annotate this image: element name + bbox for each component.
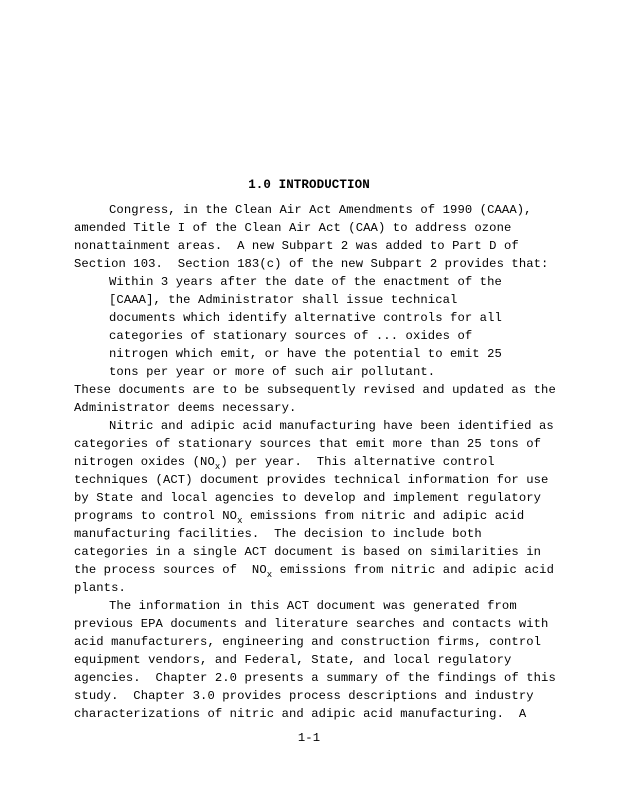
paragraph-line bbox=[74, 507, 524, 526]
paragraph-line: The information in this ACT document was generated from bbox=[109, 599, 517, 613]
paragraph-line: by State and local agencies to develop and implement regulatory bbox=[74, 491, 542, 505]
paragraph-line: techniques (ACT) document provides technical information for use bbox=[74, 473, 549, 487]
paragraph-line bbox=[74, 561, 554, 580]
paragraph-line: previous EPA documents and literature searches and contacts with bbox=[74, 617, 549, 631]
quote-line: nitrogen which emit, or have the potential to emit 25 bbox=[109, 347, 502, 361]
paragraph-line: Nitric and adipic acid manufacturing have been identified as bbox=[109, 419, 554, 433]
quote-line: [CAAA], the Administrator shall issue technical bbox=[109, 293, 458, 307]
subscript-x: x bbox=[237, 516, 243, 526]
subscript-x: x bbox=[266, 570, 273, 580]
paragraph-line: acid manufacturers, engineering and construction firms, control bbox=[74, 635, 542, 649]
paragraph-line: categories in a single ACT document is based on similarities in bbox=[74, 545, 542, 559]
paragraph-line: nonattainment areas. A new Subpart 2 was added to Part D of bbox=[74, 239, 519, 253]
text-run: emissions from nitric and adipic acid bbox=[242, 509, 525, 523]
paragraph-line: study. Chapter 3.0 provides process descriptions and industry bbox=[74, 689, 534, 703]
page-number: 1-1 bbox=[297, 731, 321, 745]
quote-line: documents which identify alternative controls for all bbox=[109, 311, 502, 325]
quote-line: tons per year or more of such air pollutant. bbox=[109, 365, 436, 379]
paragraph-line: These documents are to be subsequently revised and updated as the bbox=[74, 383, 556, 397]
text-run: the process sources of NO bbox=[74, 563, 267, 577]
paragraph-line: plants. bbox=[74, 581, 126, 595]
paragraph-line: equipment vendors, and Federal, State, and local regulatory bbox=[74, 653, 512, 667]
paragraph-line: categories of stationary sources that emit more than 25 tons of bbox=[74, 437, 542, 451]
text-run: ) per year. This alternative control bbox=[220, 455, 495, 469]
quote-line: Within 3 years after the date of the enactment of the bbox=[109, 275, 502, 289]
paragraph-line: characterizations of nitric and adipic acid manufacturing. A bbox=[74, 707, 527, 721]
subscript-x: x bbox=[214, 462, 221, 472]
paragraph-line: amended Title I of the Clean Air Act (CAA) to address ozone bbox=[74, 221, 512, 235]
paragraph-line bbox=[74, 453, 495, 472]
text-run: nitrogen oxides (NO bbox=[74, 455, 215, 469]
paragraph-line: manufacturing facilities. The decision to include both bbox=[74, 527, 482, 541]
paragraph-line: agencies. Chapter 2.0 presents a summary of the findings of this bbox=[74, 671, 556, 685]
text-run: programs to control NO bbox=[74, 509, 238, 523]
paragraph-line: Section 103. Section 183(c) of the new Subpart 2 provides that: bbox=[74, 257, 549, 271]
text-run: emissions from nitric and adipic acid bbox=[272, 563, 555, 577]
section-heading: 1.0 INTRODUCTION bbox=[248, 178, 370, 192]
paragraph-line: Administrator deems necessary. bbox=[74, 401, 297, 415]
quote-line: categories of stationary sources of ... oxides of bbox=[109, 329, 473, 343]
paragraph-line: Congress, in the Clean Air Act Amendments of 1990 (CAAA), bbox=[109, 203, 532, 217]
